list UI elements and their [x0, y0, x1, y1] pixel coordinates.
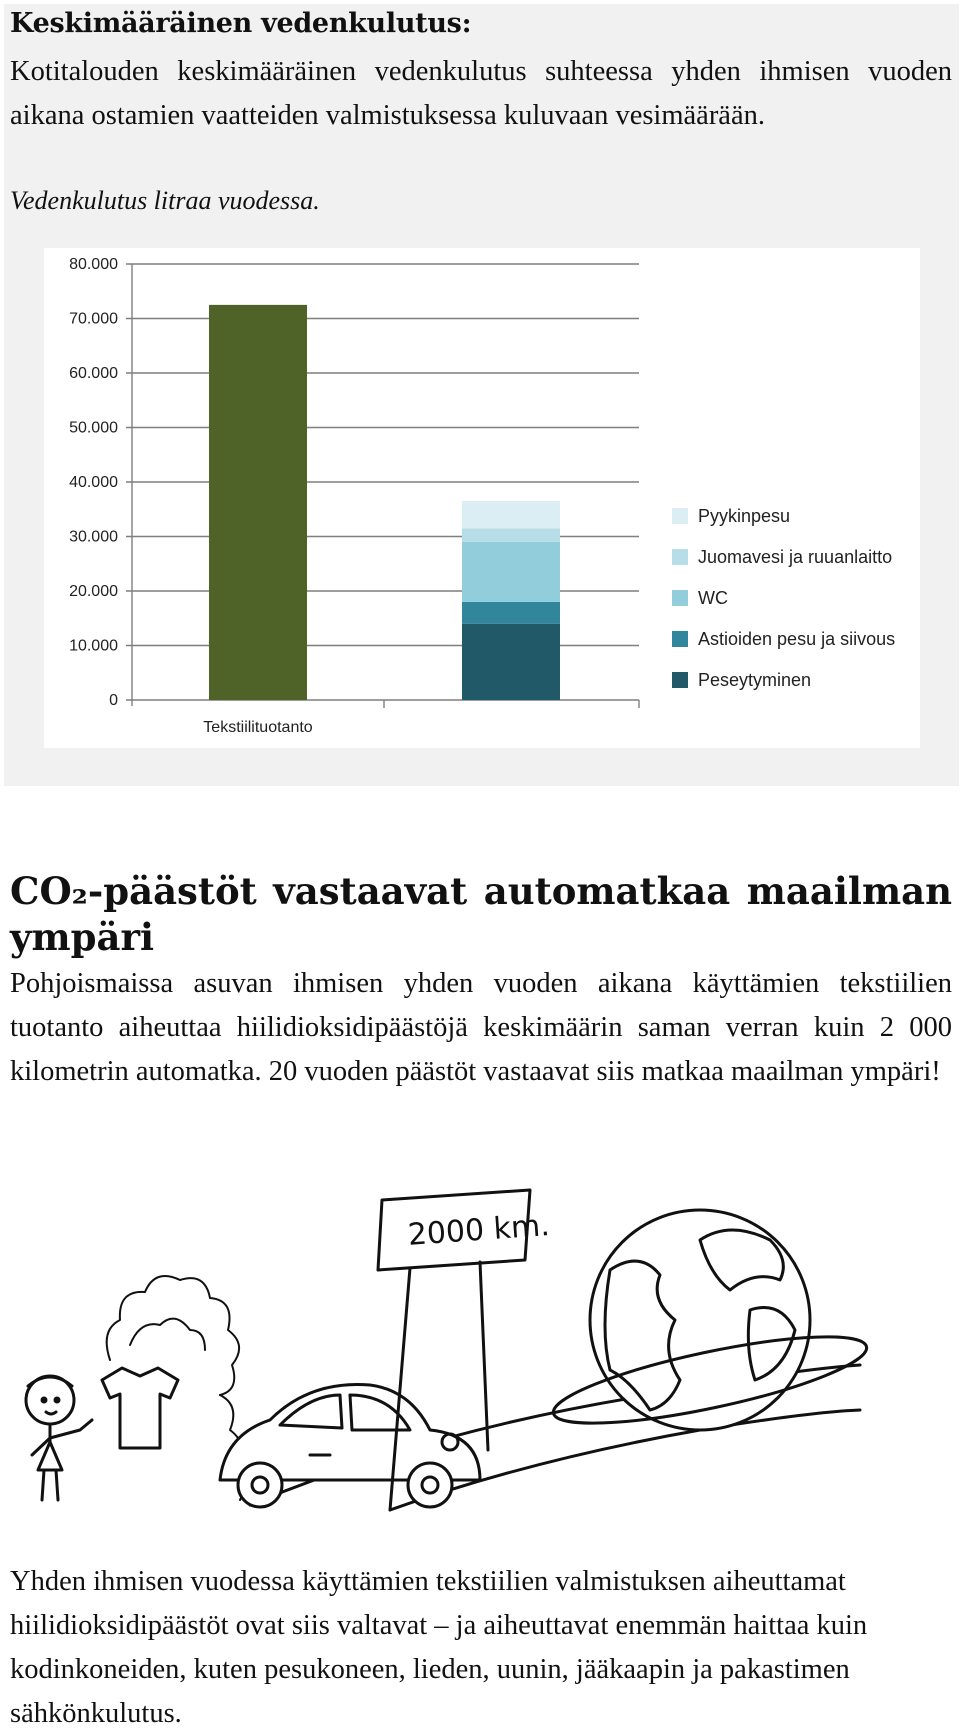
bar-segment: [462, 528, 560, 542]
car-drawing: [220, 1384, 480, 1507]
y-tick-label: 40.000: [69, 474, 118, 491]
y-tick-label: 50.000: [69, 419, 118, 437]
chart-caption: Vedenkulutus litraa vuodessa.: [10, 186, 320, 215]
y-tick-label: 80.000: [69, 256, 118, 273]
co2-heading-line1: [10, 868, 952, 914]
y-tick-label: 10.000: [69, 637, 118, 655]
water-usage-heading: Keskimääräinen vedenkulutus:: [10, 8, 472, 39]
co2-heading-word: CO₂-päästöt: [10, 869, 257, 913]
legend-label: Peseytyminen: [698, 670, 812, 690]
legend-swatch: [672, 508, 688, 524]
co2-heading-word: automatkaa: [483, 869, 731, 913]
co2-heading-line2: ympäri: [10, 915, 155, 959]
legend-swatch: [672, 590, 688, 606]
water-usage-chart: [44, 248, 920, 748]
globe-drawing: [548, 1210, 870, 1441]
legend-label: Juomavesi ja ruuanlaitto: [698, 547, 893, 567]
y-tick-label: 30.000: [69, 528, 118, 546]
co2-heading: [10, 868, 952, 960]
bar-segment: [462, 501, 560, 528]
legend-swatch: [672, 631, 688, 647]
bar-segment: [462, 542, 560, 602]
legend-label: Astioiden pesu ja siivous: [698, 629, 896, 649]
legend-swatch: [672, 549, 688, 565]
legend-swatch: [672, 672, 688, 688]
water-usage-chart-svg: [44, 248, 920, 748]
co2-paragraph: Pohjoismaissa asuvan ihmisen yhden vuoden aikana käyttämien tekstiilien tuotanto aiheuttaa hiilidioksidipäästöjä keskimäärin saman verran kuin 2 000 kilometrin automatka. 20 vuoden päästöt vastaavat siis matkaa maailman ympäri!: [10, 968, 952, 1087]
car-trip-drawing: [10, 1180, 870, 1520]
t-shirt-drawing: [102, 1368, 178, 1448]
y-tick-label: 20.000: [69, 583, 118, 600]
legend-label: Pyykinpesu: [698, 506, 791, 526]
car-trip-illustration: [10, 1180, 870, 1520]
water-usage-paragraph: Kotitalouden keskimääräinen vedenkulutus suhteessa yhden ihmisen vuoden aikana ostamien vaatteiden valmistuksessa kuluvaan vesimäärään.: [10, 56, 952, 131]
y-tick-label: 60.000: [69, 365, 118, 382]
bar-segment: [462, 602, 560, 624]
co2-heading-word: maailman: [746, 869, 952, 913]
girl-figure: [26, 1376, 92, 1500]
bar-segment: [462, 624, 560, 700]
sign-text: 2000 km.: [406, 1208, 551, 1253]
legend-label: WC: [698, 588, 728, 608]
conclusion-paragraph: Yhden ihmisen vuodessa käyttämien tekstiilien valmistuksen aiheuttamat hiilidioksidipäästöt ovat siis valtavat – ja aiheuttavat enemmän haittaa kuin kodinkoneiden, kuten pesukoneen, lieden, uunin, jääkaapin ja pakastimen sähkönkulutus.: [10, 1566, 868, 1729]
x-tick-label: Tekstiilituotanto: [203, 719, 313, 736]
co2-heading-word: vastaavat: [273, 869, 468, 913]
y-tick-label: 0: [109, 692, 118, 709]
bar-segment: [209, 305, 307, 700]
y-tick-label: 70.000: [69, 310, 118, 328]
